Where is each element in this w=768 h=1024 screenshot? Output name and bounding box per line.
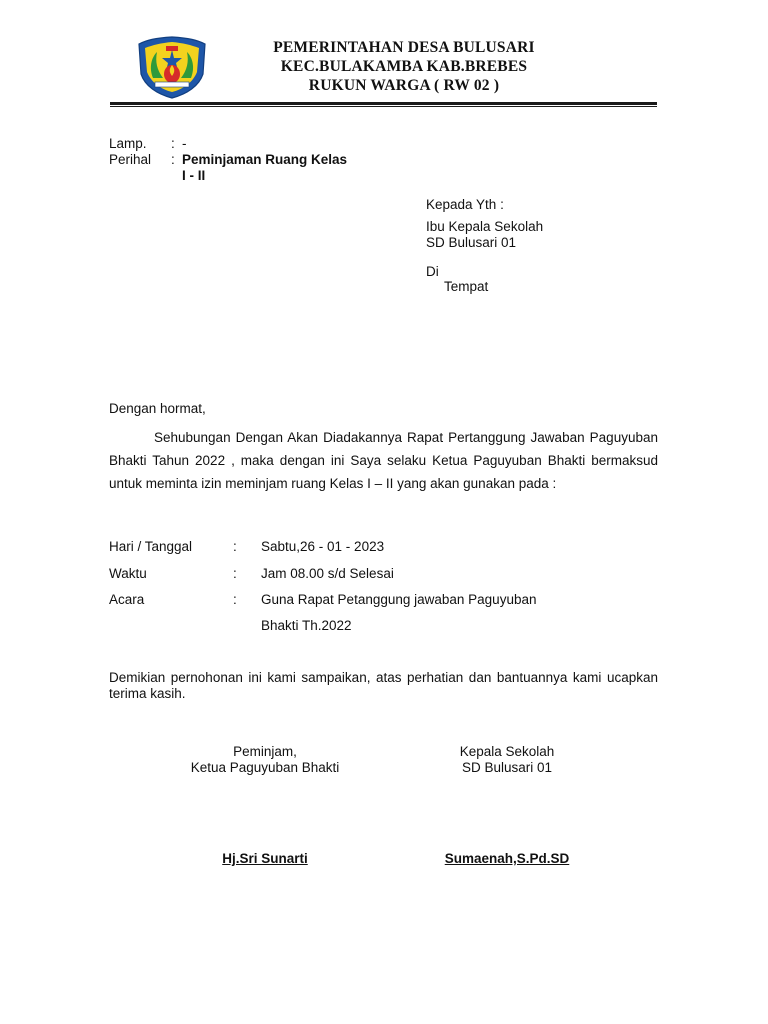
letterhead-line-1: PEMERINTAHAN DESA BULUSARI	[273, 39, 535, 56]
detail-value-event: Guna Rapat Petanggung jawaban Paguyuban	[261, 592, 537, 607]
body-paragraph-text: Sehubungan Dengan Akan Diadakannya Rapat Pertanggung Jawaban Paguyuban Bhakti Tahun 2022 , maka dengan ini Saya selaku Ketua Paguyuban Bhakti bermaksud untuk meminta izin meminjam ruang Kelas I – II yang akan gunakan pada :	[109, 430, 658, 491]
detail-label-time: Waktu	[109, 566, 147, 581]
lamp-colon: :	[171, 136, 175, 151]
detail-label-date: Hari / Tanggal	[109, 539, 193, 554]
perihal-label: Perihal	[109, 152, 152, 167]
lamp-value: -	[182, 136, 187, 151]
detail-colon-date: :	[233, 539, 237, 554]
detail-value-event-cont: Bhakti Th.2022	[261, 618, 352, 633]
detail-value-date: Sabtu,26 - 01 - 2023	[261, 539, 385, 554]
perihal-value-cont: I - II	[182, 168, 206, 183]
detail-colon-time: :	[233, 566, 237, 581]
signature-right-role: SD Bulusari 01	[461, 760, 553, 775]
signature-left-role: Ketua Paguyuban Bhakti	[190, 760, 340, 775]
regency-emblem-icon	[133, 34, 211, 100]
detail-value-time: Jam 08.00 s/d Selesai	[261, 566, 394, 581]
letterhead-line-3: RUKUN WARGA ( RW 02 )	[308, 77, 500, 94]
detail-colon-event: :	[233, 592, 237, 607]
signature-right-name: Sumaenah,S.Pd.SD	[444, 851, 570, 866]
letterhead	[214, 38, 594, 95]
greeting: Dengan hormat,	[109, 401, 206, 416]
perihal-value: Peminjaman Ruang Kelas	[182, 152, 348, 167]
recipient-name: Ibu Kepala Sekolah	[426, 219, 544, 234]
body-paragraph	[109, 426, 658, 495]
letterhead-divider-thin	[110, 106, 657, 107]
closing-paragraph: Demikian pernohonan ini kami sampaikan, atas perhatian dan bantuannya kami ucapkan terima kasih.	[109, 670, 658, 701]
detail-label-event: Acara	[109, 592, 145, 607]
recipient-to: Kepada Yth :	[426, 197, 504, 212]
recipient-at: Di	[426, 264, 439, 279]
perihal-colon: :	[171, 152, 175, 167]
signature-left-title: Peminjam,	[233, 744, 297, 759]
signature-right-title: Kepala Sekolah	[459, 744, 555, 759]
recipient-place: Tempat	[444, 279, 489, 294]
letterhead-divider-thick	[110, 102, 657, 105]
letterhead-line-2: KEC.BULAKAMBA KAB.BREBES	[280, 58, 528, 75]
recipient-school: SD Bulusari 01	[426, 235, 517, 250]
signature-left-name: Hj.Sri Sunarti	[222, 851, 308, 866]
lamp-label: Lamp.	[109, 136, 147, 151]
